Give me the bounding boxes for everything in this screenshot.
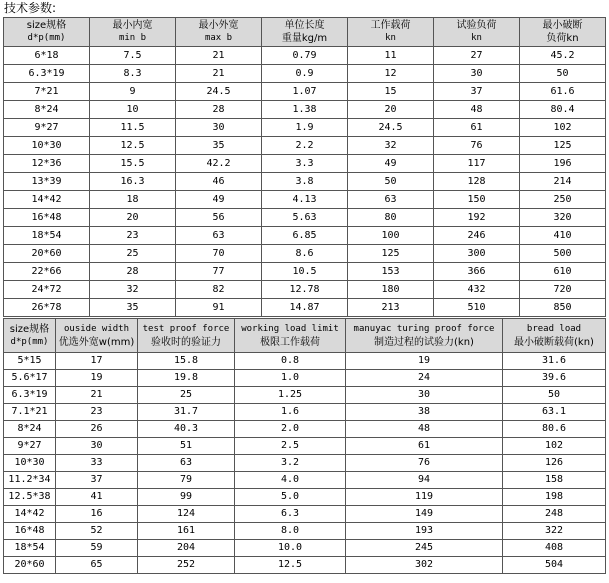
table-cell: 248 — [503, 506, 606, 523]
table-cell: 94 — [346, 472, 503, 489]
table-cell: 30 — [434, 65, 520, 83]
table2-header-breaking-load: bread load 最小破断载荷(kn) — [503, 319, 606, 353]
table-cell: 80.4 — [520, 101, 606, 119]
table-cell: 37 — [434, 83, 520, 101]
table-cell: 214 — [520, 173, 606, 191]
table-cell: 500 — [520, 245, 606, 263]
table-cell: 410 — [520, 227, 606, 245]
table-row — [4, 65, 606, 83]
table-row — [4, 101, 606, 119]
table-cell: 40.3 — [138, 421, 235, 438]
table-row — [4, 353, 606, 370]
table-cell: 77 — [176, 263, 262, 281]
table-cell: 80.6 — [503, 421, 606, 438]
table-cell: 10.0 — [235, 540, 346, 557]
table-row — [4, 299, 606, 317]
table-cell: 5*15 — [4, 353, 56, 370]
table-cell: 26 — [56, 421, 138, 438]
table-row — [4, 472, 606, 489]
table-cell: 4.0 — [235, 472, 346, 489]
table-cell: 117 — [434, 155, 520, 173]
table-cell: 610 — [520, 263, 606, 281]
table-cell: 32 — [348, 137, 434, 155]
chain-spec-table-2 — [3, 318, 606, 574]
table-cell: 23 — [56, 404, 138, 421]
table-row — [4, 137, 606, 155]
table-cell: 1.07 — [262, 83, 348, 101]
table-cell: 1.9 — [262, 119, 348, 137]
table-cell: 3.8 — [262, 173, 348, 191]
table-cell: 3.3 — [262, 155, 348, 173]
table-cell: 10 — [90, 101, 176, 119]
table-cell: 21 — [56, 387, 138, 404]
table-cell: 9*27 — [4, 438, 56, 455]
table-row — [4, 173, 606, 191]
table-row — [4, 455, 606, 472]
table-cell: 39.6 — [503, 370, 606, 387]
table-cell: 8.6 — [262, 245, 348, 263]
table-cell: 204 — [138, 540, 235, 557]
table-cell: 16 — [56, 506, 138, 523]
table-cell: 12*36 — [4, 155, 90, 173]
table-cell: 24.5 — [348, 119, 434, 137]
table-cell: 33 — [56, 455, 138, 472]
table-cell: 63.1 — [503, 404, 606, 421]
table-cell: 14*42 — [4, 506, 56, 523]
table-cell: 1.0 — [235, 370, 346, 387]
table-cell: 31.7 — [138, 404, 235, 421]
table-cell: 850 — [520, 299, 606, 317]
table-cell: 246 — [434, 227, 520, 245]
table-cell: 10*30 — [4, 455, 56, 472]
table-cell: 11.5 — [90, 119, 176, 137]
table-cell: 14*42 — [4, 191, 90, 209]
table-row — [4, 119, 606, 137]
table-cell: 22*66 — [4, 263, 90, 281]
table-cell: 25 — [138, 387, 235, 404]
table-cell: 5.0 — [235, 489, 346, 506]
table-cell: 48 — [434, 101, 520, 119]
table2-header-row — [4, 319, 606, 353]
table-cell: 16.3 — [90, 173, 176, 191]
table-cell: 48 — [346, 421, 503, 438]
table-cell: 198 — [503, 489, 606, 506]
table-cell: 21 — [176, 47, 262, 65]
table-row — [4, 489, 606, 506]
table-cell: 65 — [56, 557, 138, 574]
table-cell: 41 — [56, 489, 138, 506]
table-cell: 125 — [520, 137, 606, 155]
table-cell: 82 — [176, 281, 262, 299]
table-cell: 24 — [346, 370, 503, 387]
table-cell: 80 — [348, 209, 434, 227]
table-cell: 366 — [434, 263, 520, 281]
table-row — [4, 245, 606, 263]
table-cell: 0.9 — [262, 65, 348, 83]
table-cell: 19.8 — [138, 370, 235, 387]
table-cell: 37 — [56, 472, 138, 489]
table-cell: 61 — [434, 119, 520, 137]
table-cell: 7.1*21 — [4, 404, 56, 421]
table-row — [4, 370, 606, 387]
table-cell: 21 — [176, 65, 262, 83]
table-cell: 18 — [90, 191, 176, 209]
table-cell: 504 — [503, 557, 606, 574]
table1-header-working-load: 工作载荷 kn — [348, 18, 434, 47]
table-row — [4, 209, 606, 227]
table-row — [4, 191, 606, 209]
table-cell: 20 — [348, 101, 434, 119]
table-cell: 510 — [434, 299, 520, 317]
table-cell: 24*72 — [4, 281, 90, 299]
table-cell: 61.6 — [520, 83, 606, 101]
table-row — [4, 281, 606, 299]
table-cell: 192 — [434, 209, 520, 227]
table-cell: 50 — [348, 173, 434, 191]
table-row — [4, 421, 606, 438]
table-cell: 150 — [434, 191, 520, 209]
table-cell: 35 — [176, 137, 262, 155]
table-cell: 76 — [434, 137, 520, 155]
section-title: 技术参数: — [4, 1, 57, 15]
table-cell: 56 — [176, 209, 262, 227]
table-cell: 30 — [346, 387, 503, 404]
table-cell: 1.25 — [235, 387, 346, 404]
table-cell: 180 — [348, 281, 434, 299]
table-cell: 76 — [346, 455, 503, 472]
table-cell: 10*30 — [4, 137, 90, 155]
table-cell: 6.3 — [235, 506, 346, 523]
table-cell: 30 — [56, 438, 138, 455]
table-cell: 79 — [138, 472, 235, 489]
table-cell: 2.5 — [235, 438, 346, 455]
table-cell: 126 — [503, 455, 606, 472]
table-cell: 193 — [346, 523, 503, 540]
table-cell: 20*60 — [4, 245, 90, 263]
table-cell: 2.0 — [235, 421, 346, 438]
table1-header-weight-per-meter: 单位长度 重量kg/m — [262, 18, 348, 47]
table1-body — [4, 47, 606, 317]
table1-header-row — [4, 18, 606, 47]
table-cell: 35 — [90, 299, 176, 317]
table-cell: 20*60 — [4, 557, 56, 574]
table-cell: 46 — [176, 173, 262, 191]
table-cell: 1.6 — [235, 404, 346, 421]
table-cell: 12.5 — [90, 137, 176, 155]
table1-header-min-inner-width: 最小内宽 min b — [90, 18, 176, 47]
table1-header-test-load: 试验负荷 kn — [434, 18, 520, 47]
table-cell: 16*48 — [4, 523, 56, 540]
table2-header-test-proof-force: test proof force 验收时的验证力 — [138, 319, 235, 353]
table-cell: 10.5 — [262, 263, 348, 281]
table-cell: 8*24 — [4, 421, 56, 438]
table-row — [4, 47, 606, 65]
table-cell: 408 — [503, 540, 606, 557]
table-cell: 45.2 — [520, 47, 606, 65]
table-cell: 12 — [348, 65, 434, 83]
table2-header-working-load-limit: working load limit 极限工作载荷 — [235, 319, 346, 353]
table-cell: 20 — [90, 209, 176, 227]
table-cell: 100 — [348, 227, 434, 245]
table1-header-min-breaking-load: 最小破断 负荷kn — [520, 18, 606, 47]
table-cell: 153 — [348, 263, 434, 281]
table-cell: 213 — [348, 299, 434, 317]
table-cell: 51 — [138, 438, 235, 455]
table-cell: 102 — [503, 438, 606, 455]
table-cell: 63 — [348, 191, 434, 209]
table-cell: 124 — [138, 506, 235, 523]
table-cell: 250 — [520, 191, 606, 209]
table-cell: 149 — [346, 506, 503, 523]
table-cell: 302 — [346, 557, 503, 574]
table-cell: 11.2*34 — [4, 472, 56, 489]
table2-header-size: size规格 d*p(mm) — [4, 319, 56, 353]
table-cell: 2.2 — [262, 137, 348, 155]
table-cell: 14.87 — [262, 299, 348, 317]
table-cell: 6*18 — [4, 47, 90, 65]
table-row — [4, 83, 606, 101]
table-cell: 27 — [434, 47, 520, 65]
table-cell: 50 — [503, 387, 606, 404]
table-cell: 119 — [346, 489, 503, 506]
table-cell: 161 — [138, 523, 235, 540]
table-cell: 30 — [176, 119, 262, 137]
table-cell: 12.5*38 — [4, 489, 56, 506]
table-cell: 18*54 — [4, 227, 90, 245]
table-cell: 26*78 — [4, 299, 90, 317]
table-cell: 9*27 — [4, 119, 90, 137]
table-cell: 19 — [346, 353, 503, 370]
table-cell: 102 — [520, 119, 606, 137]
table1-header-max-outer-width: 最小外宽 max b — [176, 18, 262, 47]
table-cell: 5.6*17 — [4, 370, 56, 387]
table-cell: 31.6 — [503, 353, 606, 370]
chain-spec-table-1 — [3, 17, 606, 317]
table2-header-outside-width: ouside width 优选外宽w(mm) — [56, 319, 138, 353]
table-cell: 0.79 — [262, 47, 348, 65]
table-row — [4, 506, 606, 523]
table-cell: 28 — [90, 263, 176, 281]
table-cell: 252 — [138, 557, 235, 574]
table-cell: 7.5 — [90, 47, 176, 65]
table-cell: 1.38 — [262, 101, 348, 119]
table-cell: 158 — [503, 472, 606, 489]
table-cell: 42.2 — [176, 155, 262, 173]
table-cell: 15 — [348, 83, 434, 101]
table-cell: 28 — [176, 101, 262, 119]
table-cell: 5.63 — [262, 209, 348, 227]
table-cell: 18*54 — [4, 540, 56, 557]
table-cell: 8.0 — [235, 523, 346, 540]
table2-header-manufacturing-proof-force: manuyac turing proof force 制造过程的试验力(kn) — [346, 319, 503, 353]
table-cell: 61 — [346, 438, 503, 455]
table-cell: 6.85 — [262, 227, 348, 245]
table-row — [4, 404, 606, 421]
table-cell: 32 — [90, 281, 176, 299]
table-row — [4, 155, 606, 173]
table-cell: 128 — [434, 173, 520, 191]
table-cell: 0.8 — [235, 353, 346, 370]
table-row — [4, 523, 606, 540]
table-cell: 11 — [348, 47, 434, 65]
table-cell: 6.3*19 — [4, 387, 56, 404]
table-cell: 9 — [90, 83, 176, 101]
table-cell: 23 — [90, 227, 176, 245]
table-cell: 6.3*19 — [4, 65, 90, 83]
table-cell: 63 — [138, 455, 235, 472]
table-cell: 13*39 — [4, 173, 90, 191]
table-cell: 300 — [434, 245, 520, 263]
table-cell: 19 — [56, 370, 138, 387]
table-cell: 12.78 — [262, 281, 348, 299]
table-cell: 8*24 — [4, 101, 90, 119]
table-cell: 15.8 — [138, 353, 235, 370]
table-cell: 245 — [346, 540, 503, 557]
table-cell: 49 — [348, 155, 434, 173]
table-cell: 320 — [520, 209, 606, 227]
table-cell: 7*21 — [4, 83, 90, 101]
table-cell: 196 — [520, 155, 606, 173]
table-cell: 25 — [90, 245, 176, 263]
table1-header-size: size规格 d*p(mm) — [4, 18, 90, 47]
table-cell: 12.5 — [235, 557, 346, 574]
table-cell: 322 — [503, 523, 606, 540]
table-row — [4, 540, 606, 557]
table-cell: 99 — [138, 489, 235, 506]
table-cell: 8.3 — [90, 65, 176, 83]
table-cell: 3.2 — [235, 455, 346, 472]
table2-body — [4, 353, 606, 574]
table-row — [4, 387, 606, 404]
table-cell: 15.5 — [90, 155, 176, 173]
table-row — [4, 438, 606, 455]
table-cell: 24.5 — [176, 83, 262, 101]
table-cell: 125 — [348, 245, 434, 263]
table-cell: 17 — [56, 353, 138, 370]
table-cell: 52 — [56, 523, 138, 540]
table-cell: 49 — [176, 191, 262, 209]
table-cell: 16*48 — [4, 209, 90, 227]
table-cell: 720 — [520, 281, 606, 299]
table-row — [4, 227, 606, 245]
table-cell: 91 — [176, 299, 262, 317]
table-row — [4, 263, 606, 281]
table-cell: 70 — [176, 245, 262, 263]
table-cell: 432 — [434, 281, 520, 299]
table-cell: 4.13 — [262, 191, 348, 209]
table-row — [4, 557, 606, 574]
table-cell: 38 — [346, 404, 503, 421]
table-cell: 59 — [56, 540, 138, 557]
table-cell: 50 — [520, 65, 606, 83]
table-cell: 63 — [176, 227, 262, 245]
